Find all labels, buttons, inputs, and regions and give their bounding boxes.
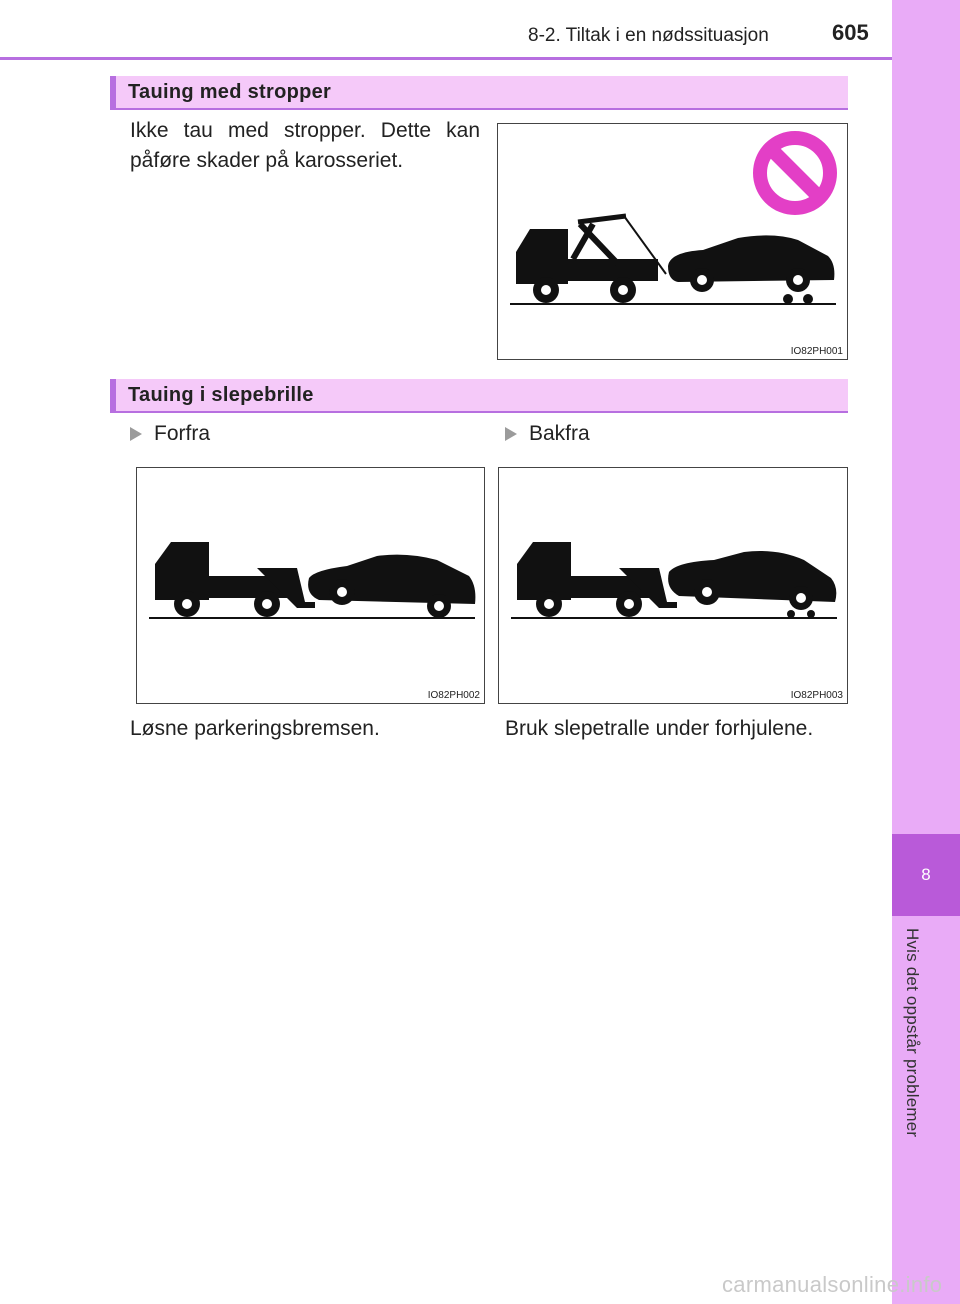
caption-front: Løsne parkeringsbremsen. [130, 717, 380, 740]
section-heading-wheel-lift [110, 379, 848, 413]
option-label-text: Bakfra [529, 422, 590, 445]
option-label-text: Forfra [154, 422, 211, 445]
section-title: 8-2. Tiltak i en nødssituasjon [528, 25, 769, 46]
triangle-bullet-icon [130, 427, 142, 441]
illustration-tow-from-front [136, 467, 485, 704]
illustration-tow-from-rear [498, 467, 848, 704]
figure-code: IO82PH001 [790, 346, 843, 357]
caption-rear: Bruk slepetralle under forhjulene. [505, 717, 814, 740]
triangle-bullet-icon [505, 427, 517, 441]
page-number: 605 [832, 20, 869, 45]
option-label-front [130, 422, 210, 446]
watermark: carmanualsonline.info [722, 1272, 943, 1297]
chapter-number-badge: 8 [892, 834, 960, 916]
section-heading-text: Tauing med stropper [128, 81, 332, 103]
section-heading-text: Tauing i slepebrille [128, 384, 314, 406]
header-divider [0, 57, 892, 60]
chapter-title: Hvis det oppstår problemer [903, 928, 922, 1138]
option-label-rear [505, 422, 590, 446]
figure-code: IO82PH002 [427, 690, 480, 701]
figure-code: IO82PH003 [790, 690, 843, 701]
warning-paragraph: Ikke tau med stropper. Dette kan påføre skader på karosseriet. [130, 119, 480, 172]
illustration-strap-towing [497, 123, 848, 360]
section-heading-straps [110, 76, 848, 110]
prohibition-icon [760, 138, 830, 208]
